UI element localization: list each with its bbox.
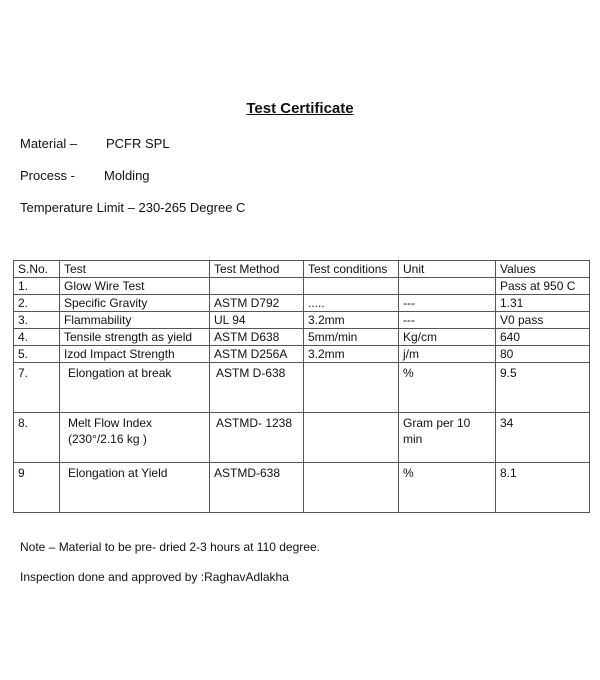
material-value: PCFR SPL: [106, 136, 170, 151]
table-cell: 5.: [14, 346, 60, 363]
column-header: Values: [496, 261, 590, 278]
table-cell: [399, 278, 496, 295]
table-cell: 3.: [14, 312, 60, 329]
table-cell: 7.: [14, 363, 60, 413]
table-cell: Elongation at Yield: [60, 463, 210, 513]
table-cell: [304, 363, 399, 413]
table-cell: 9.5: [496, 363, 590, 413]
table-row: [14, 463, 590, 513]
material-line: [20, 136, 170, 151]
table-cell: 3.2mm: [304, 312, 399, 329]
table-cell: 640: [496, 329, 590, 346]
table-cell: %: [399, 363, 496, 413]
table-cell: [210, 278, 304, 295]
table-cell: 34: [496, 413, 590, 463]
table-row: [14, 346, 590, 363]
note: Note – Material to be pre- dried 2-3 hours at 110 degree.: [20, 540, 320, 554]
table-cell: 80: [496, 346, 590, 363]
table-cell: Flammability: [60, 312, 210, 329]
table-cell: 5mm/min: [304, 329, 399, 346]
table-cell: Izod Impact Strength: [60, 346, 210, 363]
table-cell: [304, 278, 399, 295]
table-cell: Tensile strength as yield: [60, 329, 210, 346]
table-cell: 9: [14, 463, 60, 513]
table-cell: ASTM D792: [210, 295, 304, 312]
table-cell: .....: [304, 295, 399, 312]
table-cell: 4.: [14, 329, 60, 346]
table-cell: 2.: [14, 295, 60, 312]
table-cell: Gram per 10 min: [399, 413, 496, 463]
column-header: Test: [60, 261, 210, 278]
table-header-row: [14, 261, 590, 278]
table-cell: Pass at 950 C: [496, 278, 590, 295]
table-cell: j/m: [399, 346, 496, 363]
column-header: Test Method: [210, 261, 304, 278]
table-cell: 8.: [14, 413, 60, 463]
process-value: Molding: [104, 168, 150, 183]
table-cell: Melt Flow Index (230°/2.16 kg ): [60, 413, 210, 463]
document-title: Test Certificate: [246, 100, 354, 117]
process-line: [20, 168, 150, 183]
table-row: [14, 363, 590, 413]
table-row: [14, 329, 590, 346]
table-cell: Elongation at break: [60, 363, 210, 413]
table-cell: ASTM D-638: [210, 363, 304, 413]
column-header: S.No.: [14, 261, 60, 278]
table-cell: 1.: [14, 278, 60, 295]
table-cell: ASTMD- 1238: [210, 413, 304, 463]
column-header: Unit: [399, 261, 496, 278]
process-label: Process -: [20, 168, 75, 183]
material-label: Material –: [20, 136, 78, 151]
test-table: [13, 260, 590, 513]
inspection-line: Inspection done and approved by :RaghavAdlakha: [20, 570, 289, 584]
table-cell: ASTM D256A: [210, 346, 304, 363]
table-cell: [304, 463, 399, 513]
table-cell: 3.2mm: [304, 346, 399, 363]
table-cell: [304, 413, 399, 463]
table-row: [14, 278, 590, 295]
table-cell: Glow Wire Test: [60, 278, 210, 295]
table-cell: ASTM D638: [210, 329, 304, 346]
table-cell: Specific Gravity: [60, 295, 210, 312]
table-cell: ASTMD-638: [210, 463, 304, 513]
table-cell: ---: [399, 312, 496, 329]
table-cell: 1.31: [496, 295, 590, 312]
temperature-limit: Temperature Limit – 230-265 Degree C: [20, 200, 246, 215]
table-row: [14, 312, 590, 329]
table-row: [14, 413, 590, 463]
table-row: [14, 295, 590, 312]
table-cell: %: [399, 463, 496, 513]
table-cell: UL 94: [210, 312, 304, 329]
table-cell: ---: [399, 295, 496, 312]
table-cell: V0 pass: [496, 312, 590, 329]
table-cell: 8.1: [496, 463, 590, 513]
table-cell: Kg/cm: [399, 329, 496, 346]
column-header: Test conditions: [304, 261, 399, 278]
